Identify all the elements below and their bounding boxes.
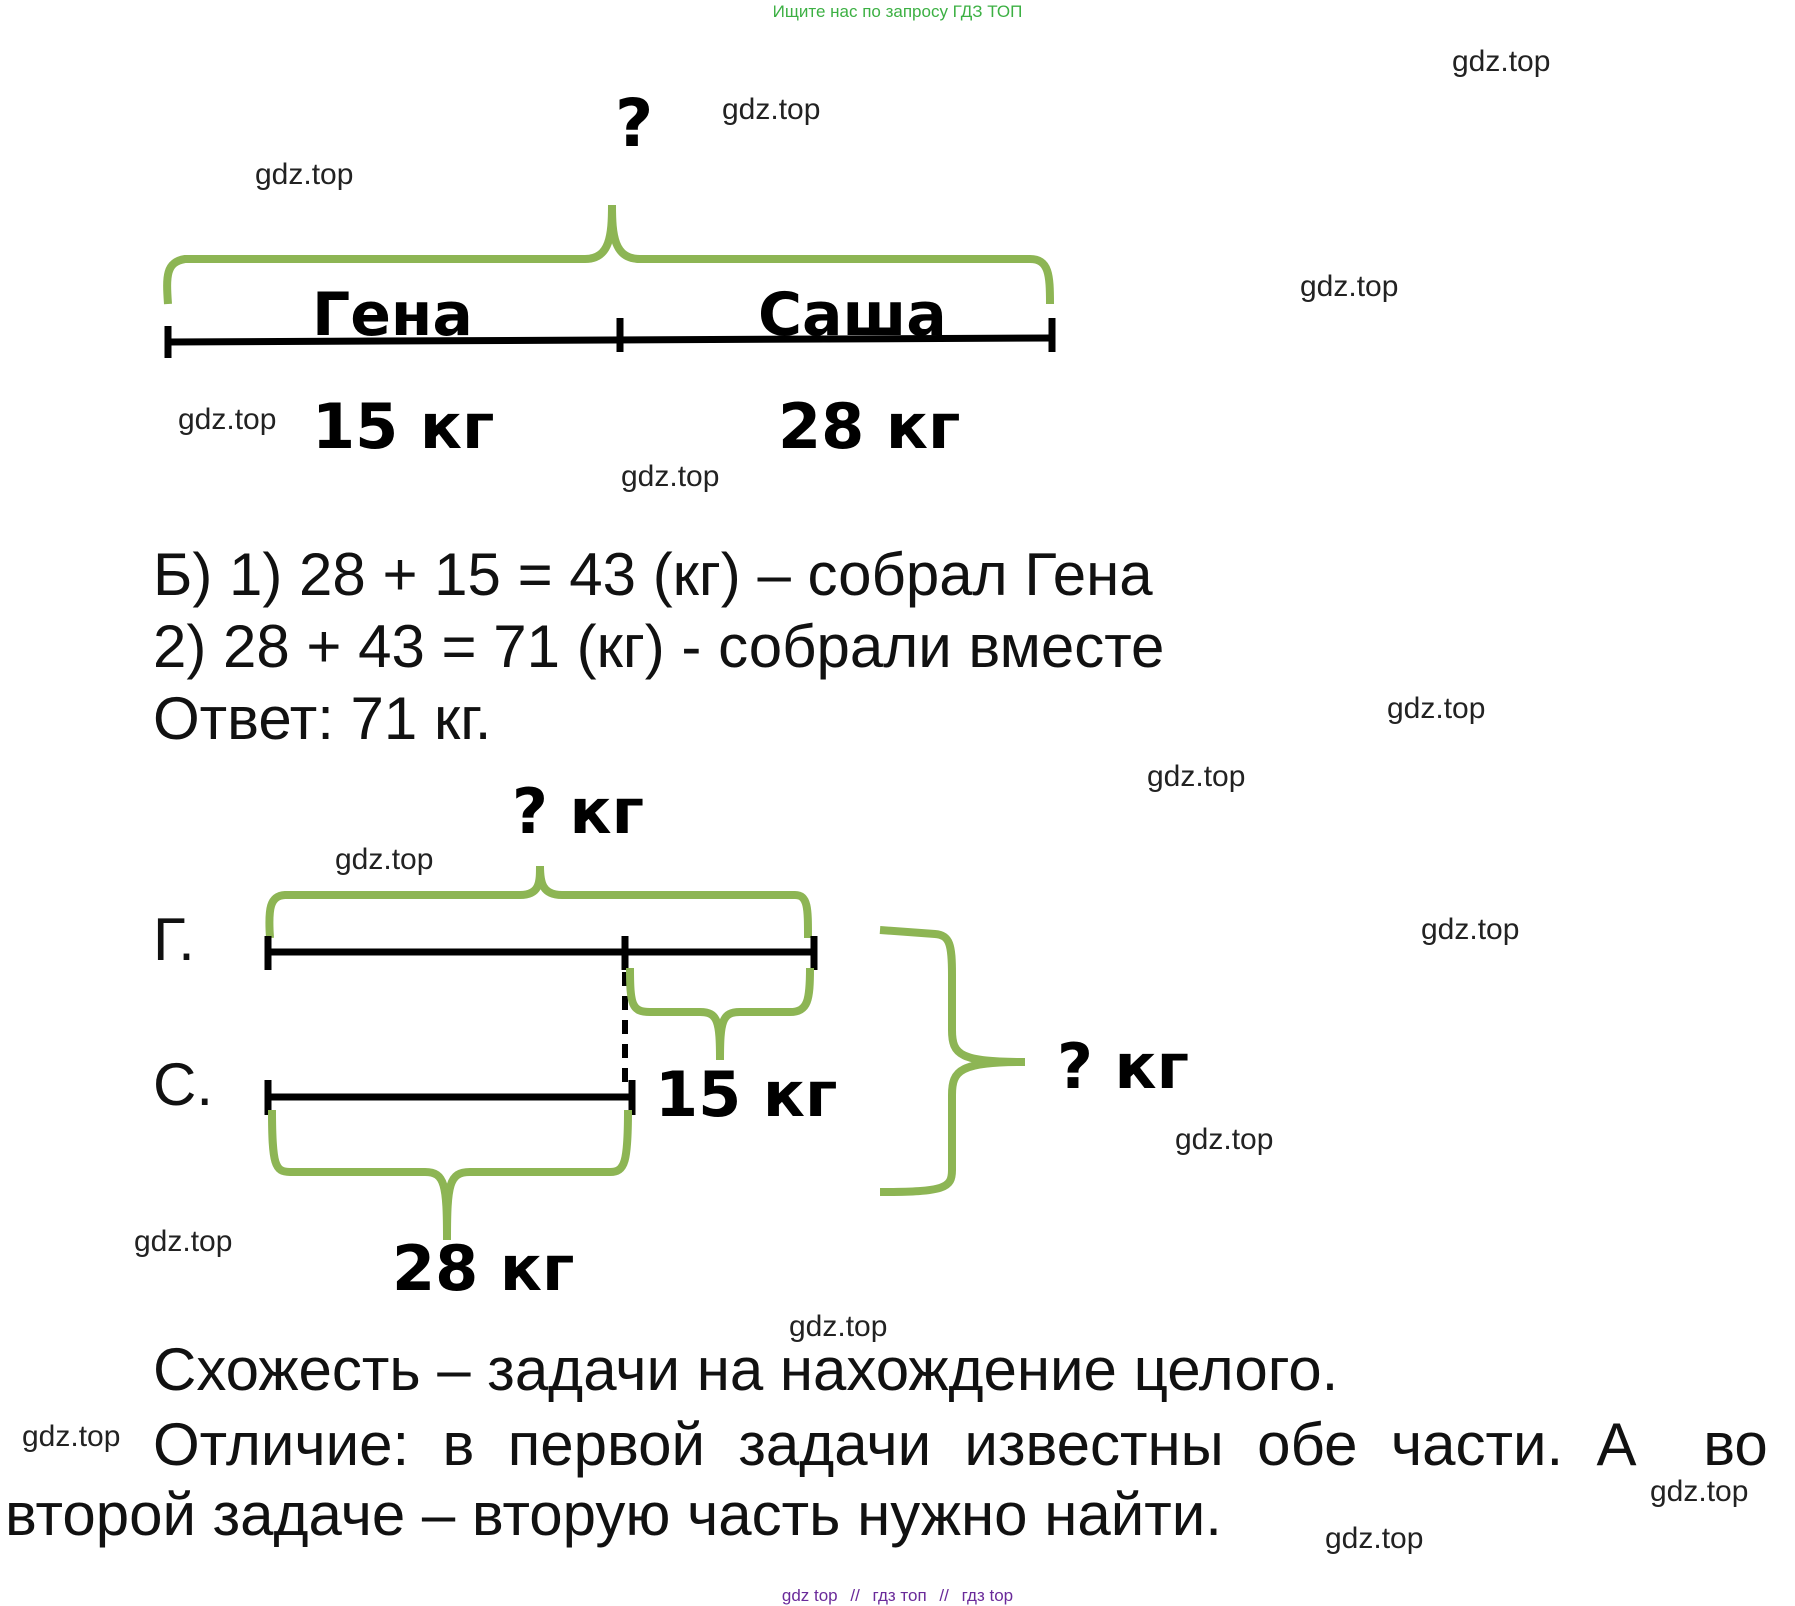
watermark: gdz.top [621, 460, 720, 493]
watermark: gdz.top [1300, 270, 1399, 303]
diagram1-question-mark: ? [615, 85, 654, 162]
footer-separator: // [939, 1586, 949, 1605]
watermark: gdz.top [178, 403, 277, 436]
diagram2-row2-label: С. [153, 1051, 213, 1118]
watermark: gdz.top [1452, 45, 1551, 78]
similarity-text: Схожесть – задачи на нахождение целого. [153, 1336, 1339, 1403]
diagram2-difference-brace [630, 968, 810, 1060]
footer-link[interactable]: гдз top [961, 1586, 1014, 1605]
watermark: gdz.top [1421, 913, 1520, 946]
watermark: gdz.top [1650, 1475, 1749, 1508]
watermark: gdz.top [1387, 692, 1486, 725]
watermark: gdz.top [1147, 760, 1246, 793]
diagram2-row2-value: 28 кг [392, 1232, 575, 1305]
solution-answer: Ответ: 71 кг. [153, 685, 492, 752]
watermark: gdz.top [255, 158, 354, 191]
diagram1-part2-value: 28 кг [778, 390, 961, 463]
diagram1-part1-name: Гена [312, 280, 473, 350]
footer-separator: // [850, 1586, 860, 1605]
search-hint-link[interactable]: Ищите нас по запросу ГДЗ ТОП [772, 2, 1023, 21]
watermark: gdz.top [722, 93, 821, 126]
watermark: gdz.top [22, 1420, 121, 1453]
diagram2-difference-value: 15 кг [655, 1058, 838, 1131]
watermark: gdz.top [335, 843, 434, 876]
watermark: gdz.top [789, 1310, 888, 1343]
solution-line2: 2) 28 + 43 = 71 (кг) - собрали вместе [153, 613, 1165, 680]
footer-links [0, 1586, 1795, 1606]
footer-link[interactable]: gdz top [781, 1586, 838, 1605]
watermark: gdz.top [1175, 1123, 1274, 1156]
diagram2-total-question: ? кг [1057, 1030, 1190, 1103]
diagram2-bottom-brace [272, 1110, 628, 1240]
watermark: gdz.top [1325, 1522, 1424, 1555]
diagram1-part2-name: Саша [758, 280, 947, 350]
diagram2-row1-label: Г. [153, 906, 195, 973]
difference-text-line1: Отличие: в первой задачи известны обе части. А во [153, 1411, 1768, 1478]
diagram1-part1-value: 15 кг [312, 390, 495, 463]
watermark: gdz.top [134, 1225, 233, 1258]
footer-link[interactable]: гдз топ [872, 1586, 927, 1605]
diagram2-total-brace [880, 930, 1025, 1192]
difference-text-line2: второй задаче – вторую часть нужно найти. [5, 1481, 1222, 1548]
diagram2-top-question: ? кг [512, 775, 645, 848]
solution-line1: Б) 1) 28 + 15 = 43 (кг) – собрал Гена [153, 541, 1153, 608]
